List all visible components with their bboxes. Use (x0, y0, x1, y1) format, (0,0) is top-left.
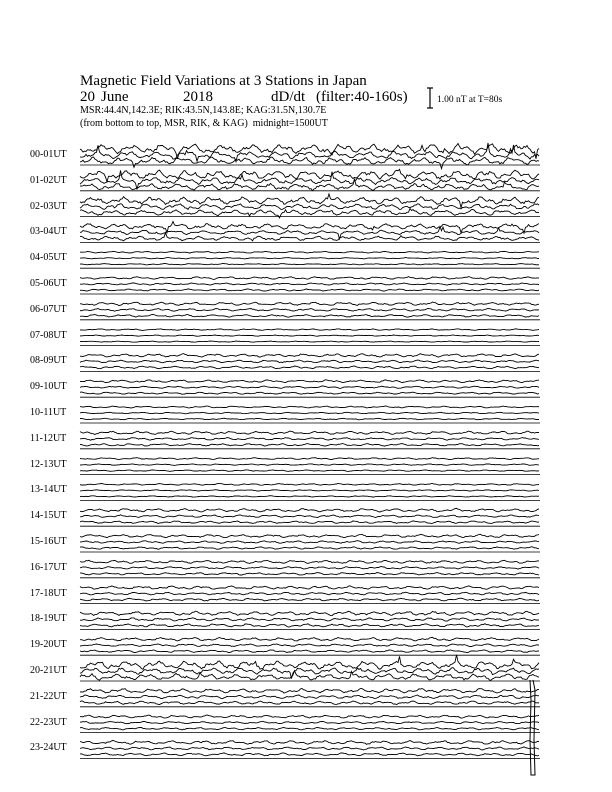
trace-KAG (80, 689, 539, 694)
hour-label: 13-14UT (30, 484, 67, 496)
hour-label: 08-09UT (30, 355, 67, 367)
trace-MSR (80, 624, 539, 627)
trace-KAG (80, 508, 539, 512)
trace-MSR (80, 671, 539, 681)
trace-KAG (80, 637, 539, 641)
trace-MSR (80, 728, 539, 730)
hour-panel (80, 560, 540, 578)
hour-panel (80, 715, 540, 733)
trace-RIK (80, 592, 539, 595)
trace-MSR (80, 598, 539, 601)
trace-RIK (80, 695, 539, 699)
trace-RIK (80, 386, 539, 388)
hour-label: 14-15UT (30, 510, 67, 522)
trace-RIK (80, 464, 539, 466)
filter-label: (filter:40-160s) (316, 89, 408, 105)
trace-MSR (80, 521, 539, 524)
trace-KAG (80, 406, 539, 408)
hour-label: 02-03UT (30, 200, 67, 212)
trace-RIK (80, 747, 539, 750)
hour-panel (80, 222, 540, 243)
trace-KAG (80, 222, 539, 234)
trace-MSR (80, 233, 539, 241)
trace-RIK (80, 541, 539, 544)
hour-label: 15-16UT (30, 536, 67, 547)
trace-RIK (80, 618, 539, 621)
trace-KAG (80, 380, 539, 383)
trace-KAG (80, 484, 539, 486)
hour-label: 09-10UT (30, 381, 67, 393)
hour-panel (80, 329, 540, 346)
trace-KAG (80, 534, 539, 537)
trace-RIK (80, 204, 539, 210)
trace-MSR (80, 315, 539, 318)
trace-MSR (80, 366, 539, 369)
hour-panel (80, 431, 540, 449)
hour-label: 01-02UT (30, 174, 67, 186)
hour-panel (80, 169, 540, 191)
hour-label: 20-21UT (30, 665, 67, 676)
hour-label: 03-04UT (30, 226, 67, 238)
trace-MSR (80, 418, 539, 420)
trace-RIK (80, 490, 539, 491)
trace-KAG (80, 586, 539, 590)
hour-panel (80, 508, 540, 526)
hour-label: 16-17UT (30, 561, 67, 573)
hour-label: 12-13UT (30, 458, 67, 470)
large-spike-trace (530, 680, 535, 775)
trace-MSR (80, 470, 539, 472)
trace-KAG (80, 277, 539, 280)
trace-RIK (80, 721, 539, 723)
trace-RIK (80, 567, 539, 570)
trace-MSR (80, 753, 539, 756)
hour-label: 22-23UT (30, 716, 67, 728)
trace-RIK (80, 143, 539, 162)
trace-KAG (80, 740, 539, 744)
trace-KAG (80, 251, 539, 253)
trace-KAG (80, 611, 539, 616)
hour-label: 19-20UT (30, 639, 67, 651)
hour-panel (80, 655, 540, 681)
hour-label: 05-06UT (30, 278, 67, 289)
trace-KAG (80, 560, 539, 563)
quantity-label: dD/dt (271, 89, 306, 105)
trace-RIK (80, 308, 539, 311)
hour-panel (80, 302, 540, 320)
hour-panel (80, 637, 540, 655)
hour-label: 17-18UT (30, 587, 67, 599)
hour-panel (80, 611, 540, 629)
trace-RIK (80, 438, 539, 441)
panels (80, 143, 540, 775)
hour-panel (80, 354, 540, 372)
chart-title: Magnetic Field Variations at 3 Stations in Japan (80, 73, 367, 89)
trace-KAG (80, 329, 539, 331)
trace-MSR (80, 650, 539, 653)
hour-label: 04-05UT (30, 252, 67, 264)
midnight-note: midnight=1500UT (252, 118, 328, 129)
hour-label: 10-11UT (30, 407, 67, 418)
hour-panel (80, 406, 540, 423)
hour-panel (80, 380, 540, 397)
hour-panel (80, 740, 540, 758)
date-month: June (101, 89, 129, 105)
trace-RIK (80, 283, 539, 285)
hour-panel (80, 277, 540, 294)
trace-MSR (80, 392, 539, 394)
date-year: 2018 (183, 89, 213, 105)
trace-MSR (80, 701, 539, 705)
trace-RIK (80, 335, 539, 336)
trace-KAG (80, 715, 539, 718)
trace-MSR (80, 264, 539, 265)
hour-label: 11-12UT (30, 432, 67, 444)
hour-label: 23-24UT (30, 742, 67, 754)
trace-MSR (80, 547, 539, 550)
trace-MSR (80, 573, 539, 576)
hour-panel (80, 143, 540, 169)
hour-label: 18-19UT (30, 613, 67, 625)
hour-label: 07-08UT (30, 329, 67, 341)
trace-KAG (80, 431, 539, 434)
trace-KAG (80, 354, 539, 358)
trace-MSR (80, 496, 539, 497)
hour-panel (80, 484, 540, 501)
station-coordinates: MSR:44.4N,142.3E; RIK:43.5N,143.8E; KAG:31.5N,130.7E (80, 105, 327, 116)
scale-bar (427, 88, 433, 108)
hour-panel (80, 251, 540, 268)
trace-RIK (80, 258, 539, 259)
hour-label: 06-07UT (30, 303, 67, 315)
hour-panel (80, 534, 540, 552)
trace-KAG (80, 302, 539, 306)
trace-KAG (80, 655, 539, 670)
trace-KAG (80, 458, 539, 460)
hour-label: 00-01UT (30, 149, 67, 160)
hour-panel (80, 586, 540, 604)
trace-MSR (80, 444, 539, 447)
trace-MSR (80, 341, 539, 342)
scale-bar-label: 1.00 nT at T=80s (437, 95, 503, 105)
trace-RIK (80, 412, 539, 414)
trace-RIK (80, 360, 539, 363)
trace-order-text: (from bottom to top, MSR, RIK, & KAG) (80, 118, 248, 129)
trace-MSR (80, 289, 539, 291)
hour-label: 21-22UT (30, 690, 67, 702)
hour-panel (80, 689, 540, 707)
trace-RIK (80, 644, 539, 647)
trace-RIK (80, 515, 539, 518)
date-day: 20 (80, 89, 95, 105)
hour-panel (80, 458, 540, 475)
hour-panel (80, 194, 540, 218)
